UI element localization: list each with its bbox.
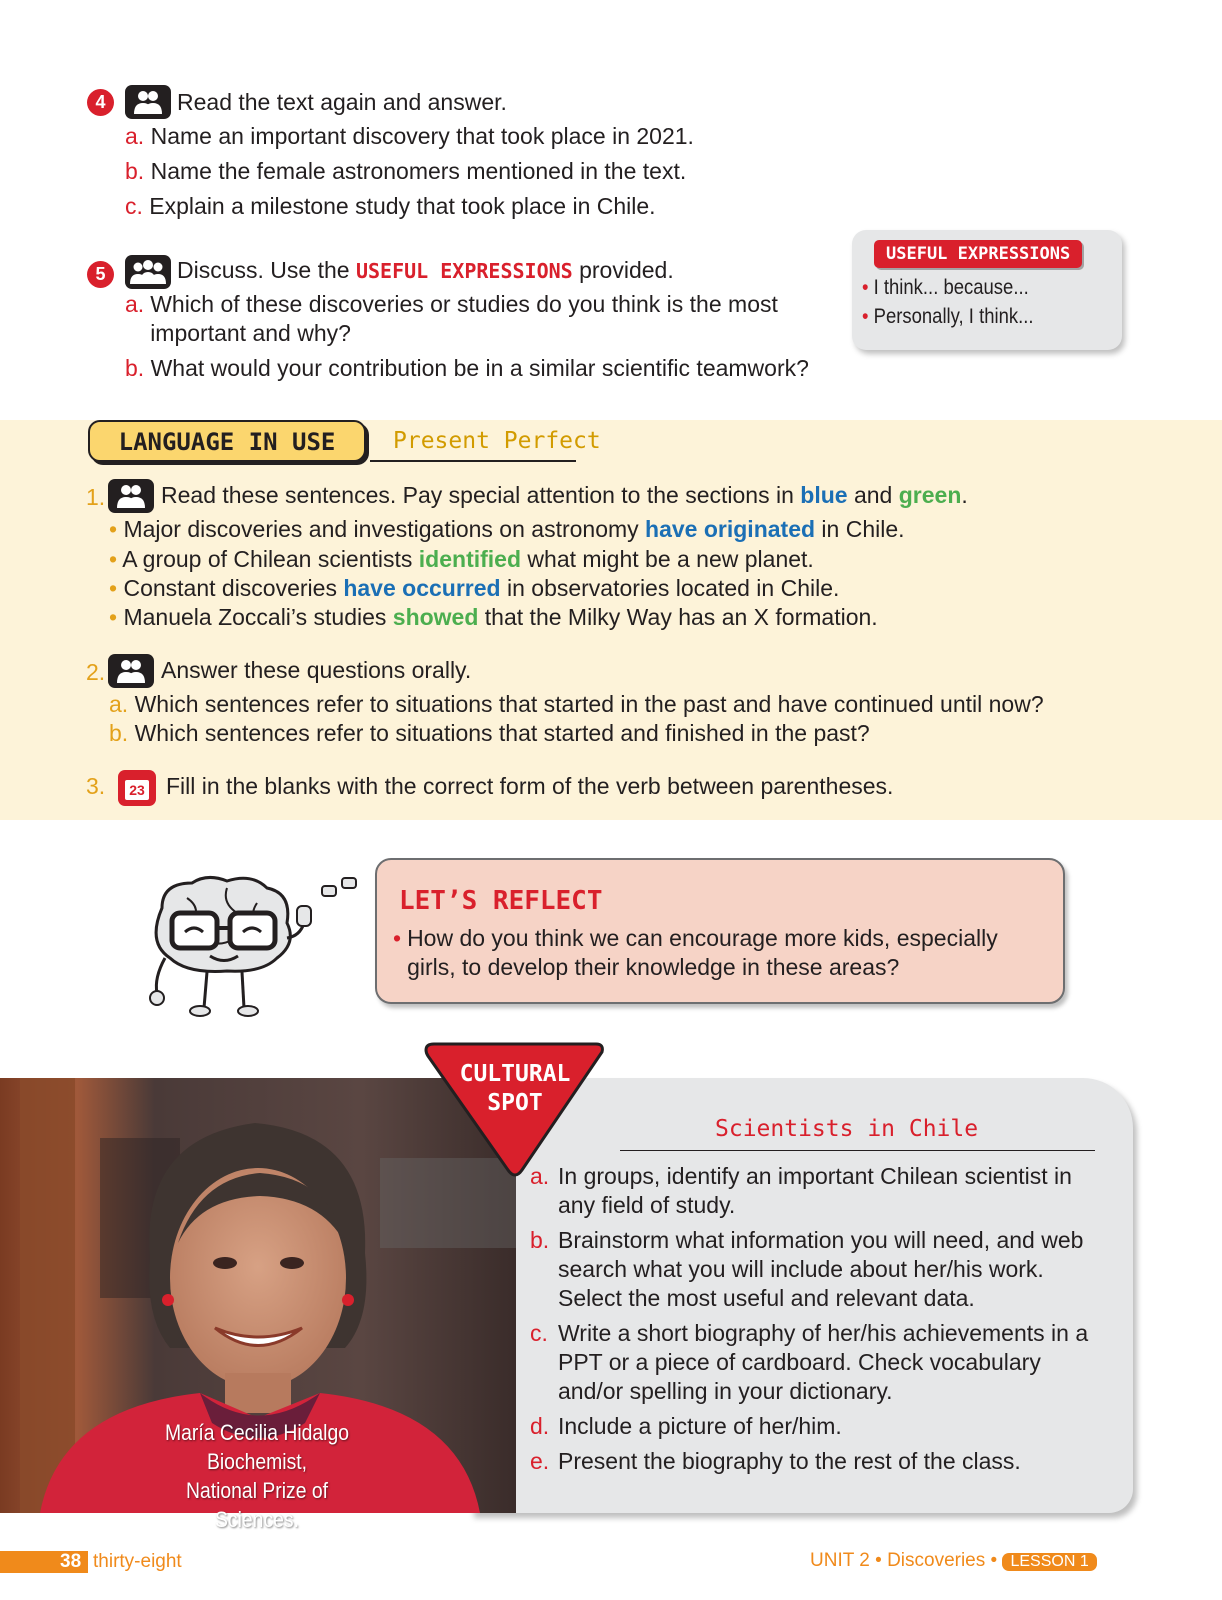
- language-in-use-label: LANGUAGE IN USE: [88, 420, 366, 462]
- cultural-spot-item-b: b. Brainstorm what information you will need, and web search what you will include about her/his work. Select the most useful and relevant data.: [530, 1227, 1084, 1311]
- pair-work-icon: [108, 479, 154, 513]
- q3-number: 3.: [86, 773, 106, 799]
- cultural-spot-item-c: c. Write a short biography of her/his achievements in a PPT or a piece of cardboard. Check vocabulary and/or spelling in your dictionary.: [530, 1320, 1089, 1404]
- cultural-spot-title: CULTURAL SPOT: [459, 1061, 571, 1116]
- pair-work-icon: [125, 85, 171, 119]
- activity-5-item-a: a. Which of these discoveries or studies do you think is the most important and why?: [125, 291, 778, 346]
- lets-reflect-question: • How do you think we can encourage more kids, especially girls, to develop their knowledge in these areas?: [393, 925, 998, 980]
- cultural-spot-list: [530, 1162, 1090, 1476]
- cultural-spot-item-d: d. Include a picture of her/him.: [530, 1413, 842, 1439]
- q1-sentence-1: • Major discoveries and investigations on astronomy have originated in Chile.: [109, 516, 905, 542]
- q1-sentence-4: • Manuela Zoccali’s studies showed that the Milky Way has an X formation.: [109, 604, 878, 630]
- q1-number: 1.: [86, 484, 106, 510]
- cultural-spot-item-a: a. In groups, identify an important Chilean scientist in any field of study.: [530, 1163, 1072, 1218]
- photo-caption: María Cecilia Hidalgo Biochemist, National Prize of Sciences.: [164, 1420, 350, 1532]
- activity-4-number: 4: [87, 89, 114, 116]
- group-work-icon: [125, 255, 171, 289]
- footer-page-word: thirty-eight: [93, 1551, 182, 1572]
- q2-item-a: a. Which sentences refer to situations that started in the past and have continued until now?: [109, 691, 1044, 717]
- lets-reflect-box: [375, 858, 1065, 1004]
- q1-sentence-3: • Constant discoveries have occurred in observatories located in Chile.: [109, 575, 840, 601]
- brain-mascot-icon: [132, 868, 362, 1018]
- activity-4-title: Read the text again and answer.: [177, 89, 507, 115]
- pair-work-icon: [108, 654, 154, 688]
- cultural-spot-banner: [420, 1042, 610, 1182]
- activity-4-item-b: b. Name the female astronomers mentioned in the text.: [125, 158, 687, 184]
- language-in-use-topic: Present Perfect: [393, 428, 601, 454]
- q2-number: 2.: [86, 659, 106, 685]
- activity-4-item-c: c. Explain a milestone study that took place in Chile.: [125, 193, 656, 219]
- activity-5-item-b: b. What would your contribution be in a similar scientific teamwork?: [125, 355, 809, 381]
- useful-expression-2: • Personally, I think...: [862, 305, 1034, 328]
- calendar-page-ref: 23: [125, 780, 149, 800]
- lets-reflect-title: LET’S REFLECT: [399, 886, 603, 916]
- useful-expressions-tag: USEFUL EXPRESSIONS: [874, 240, 1082, 268]
- calendar-icon: [118, 770, 156, 806]
- topic-underline: [370, 460, 576, 462]
- useful-expression-1: • I think... because...: [862, 276, 1029, 299]
- q1-instruction: Read these sentences. Pay special attention to the sections in blue and green.: [161, 482, 968, 508]
- q1-sentence-2: • A group of Chilean scientists identified what might be a new planet.: [109, 546, 814, 572]
- useful-expressions-box: [852, 230, 1122, 350]
- subtitle-underline: [620, 1150, 1095, 1151]
- q2-item-b: b. Which sentences refer to situations that started and finished in the past?: [109, 720, 870, 746]
- footer-page-number: 38: [60, 1551, 82, 1572]
- q2-title: Answer these questions orally.: [161, 657, 472, 683]
- cultural-spot-subtitle: Scientists in Chile: [715, 1116, 979, 1142]
- footer-unit-info: UNIT 2 • Discoveries • LESSON 1: [810, 1550, 1097, 1572]
- footer-lesson-badge: LESSON 1: [1002, 1553, 1096, 1571]
- activity-5-number: 5: [87, 261, 114, 288]
- cultural-spot-item-e: e. Present the biography to the rest of the class.: [530, 1448, 1021, 1474]
- q3-title: Fill in the blanks with the correct form of the verb between parentheses.: [166, 773, 894, 799]
- activity-4-item-a: a. Name an important discovery that took place in 2021.: [125, 123, 694, 149]
- activity-5-title: Discuss. Use the USEFUL EXPRESSIONS provided.: [177, 257, 674, 283]
